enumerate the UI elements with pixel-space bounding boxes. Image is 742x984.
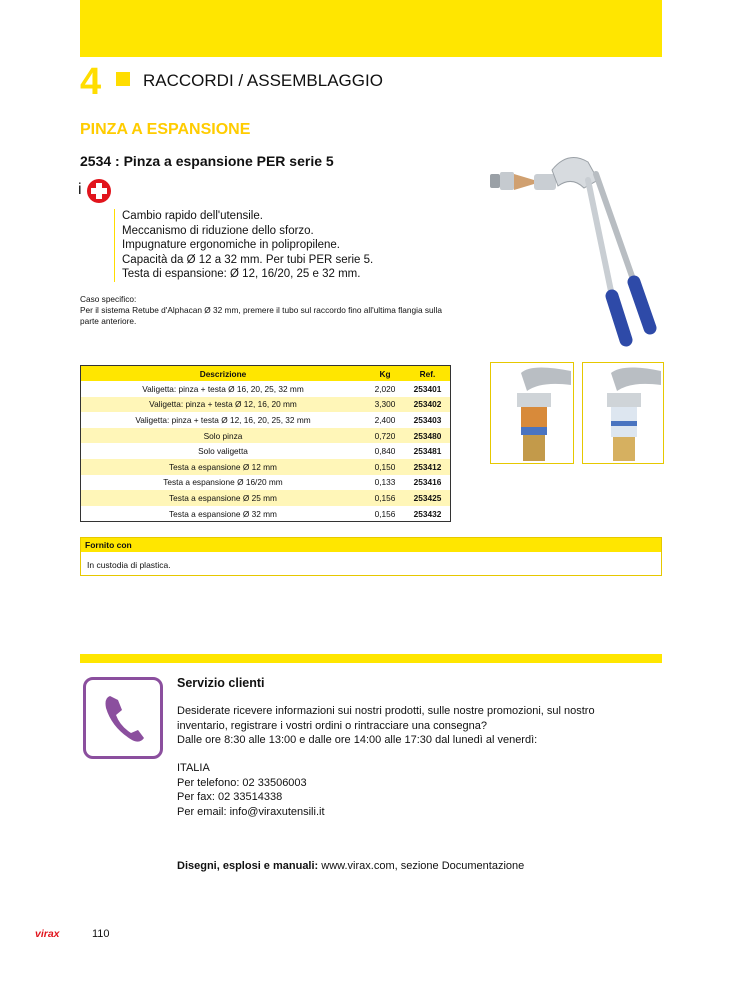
tool-head-photo-2 [582,362,664,464]
table-row [81,490,451,506]
feature-item: Testa di espansione: Ø 12, 16/20, 25 e 32 mm. [122,268,361,280]
manuals-link[interactable]: www.virax.com, sezione Documentazione [318,860,525,872]
cell-ref: 253402 [405,397,451,413]
cell-kg: 0,840 [374,446,396,457]
feature-item: Meccanismo di riduzione dello sforzo. [122,224,314,237]
cell-ref: 253401 [413,383,442,394]
contact-block [177,761,325,819]
header-band [80,0,662,57]
cell-kg: 0,720 [365,428,405,444]
cell-description: Testa a espansione Ø 25 mm [81,490,366,506]
service-line: inventario, registrare i vostri ordini o rintracciare una consegna? [177,719,487,732]
cell-ref: 253480 [405,428,451,444]
cell-kg: 3,300 [365,397,405,413]
info-label: i [78,181,82,198]
cell-ref: 253425 [405,490,451,506]
supplied-with-title: Fornito con [81,538,661,552]
cell-ref: 253403 [413,414,442,425]
table-row [81,443,451,459]
column-header-kg: Kg [365,366,405,382]
feature-item: Capacità da Ø 12 a 32 mm. Per tubi PER serie 5. [122,253,374,266]
cell-ref: 253412 [405,459,451,475]
specific-case [80,294,460,327]
table-row [81,397,451,413]
chapter-title: RACCORDI / ASSEMBLAGGIO [143,71,383,90]
table-row [81,506,451,522]
phone-contact: Per telefono: 02 33506003 [177,776,307,789]
chapter-number: 4 [80,61,102,103]
service-line: Dalle ore 8:30 alle 13:00 e dalle ore 14:00 alle 17:30 dal lunedì al venerdì: [177,734,538,746]
expander-tool-image [488,150,666,350]
column-header-description: Descrizione [81,366,366,382]
email-contact[interactable]: Per email: info@viraxutensili.it [177,805,325,818]
table-header-row [81,366,451,382]
cell-ref: 253416 [413,477,442,488]
manuals-label: Disegni, esplosi e manuali: [177,860,319,872]
service-line: Desiderate ricevere informazioni sui nostri prodotti, sulle nostre promozioni, sul nostro [177,705,595,717]
feature-item: Impugnature ergonomiche in polipropilene. [122,239,341,251]
cell-description: Valigetta: pinza + testa Ø 12, 16, 20 mm [81,397,366,413]
page-number: 110 [92,928,110,940]
column-header-ref: Ref. [405,366,451,382]
chapter-square-icon [116,72,130,86]
cell-kg: 2,020 [374,383,396,394]
cell-description: Testa a espansione Ø 16/20 mm [163,477,283,488]
supplied-with-text: In custodia di plastica. [87,560,171,570]
cell-description: Testa a espansione Ø 12 mm [81,459,366,475]
product-title: 2534 : Pinza a espansione PER serie 5 [80,153,334,169]
section-title: PINZA A ESPANSIONE [80,121,251,138]
cell-ref: 253481 [413,446,442,457]
service-title: Servizio clienti [177,676,265,690]
cell-description: Solo valigetta [198,446,248,457]
cell-ref: 253432 [413,508,442,519]
cell-kg: 0,133 [374,477,396,488]
feature-list [114,209,373,282]
cell-description: Solo pinza [81,428,366,444]
case-text: Per il sistema Retube d'Alphacan Ø 32 mm, premere il tubo sul raccordo fino all'ultima flangia sulla parte anteriore. [80,305,442,326]
supplied-with-box [80,537,662,576]
table-row [81,412,451,428]
virax-logo: virax [35,928,60,940]
table-row [81,381,451,397]
phone-icon [83,677,163,759]
table-row [81,428,451,444]
table-row [81,459,451,475]
fax-contact: Per fax: 02 33514338 [177,791,283,803]
cell-description: Testa a espansione Ø 32 mm [169,508,277,519]
spec-table [80,365,451,522]
case-label: Caso specifico: [80,294,137,304]
service-band [80,654,662,663]
cell-kg: 2,400 [374,414,396,425]
feature-item: Cambio rapido dell'utensile. [122,210,263,222]
cell-description: Valigetta: pinza + testa Ø 12, 16, 20, 25, 32 mm [135,414,311,425]
table-row [81,475,451,491]
manuals-line [177,860,524,872]
red-cross-icon [86,178,112,204]
cell-description: Valigetta: pinza + testa Ø 16, 20, 25, 32 mm [142,383,304,394]
tool-head-photo-1 [490,362,574,464]
cell-kg: 0,156 [374,508,396,519]
cell-kg: 0,156 [365,490,405,506]
country: ITALIA [177,762,210,774]
cell-kg: 0,150 [365,459,405,475]
service-description [177,704,595,748]
